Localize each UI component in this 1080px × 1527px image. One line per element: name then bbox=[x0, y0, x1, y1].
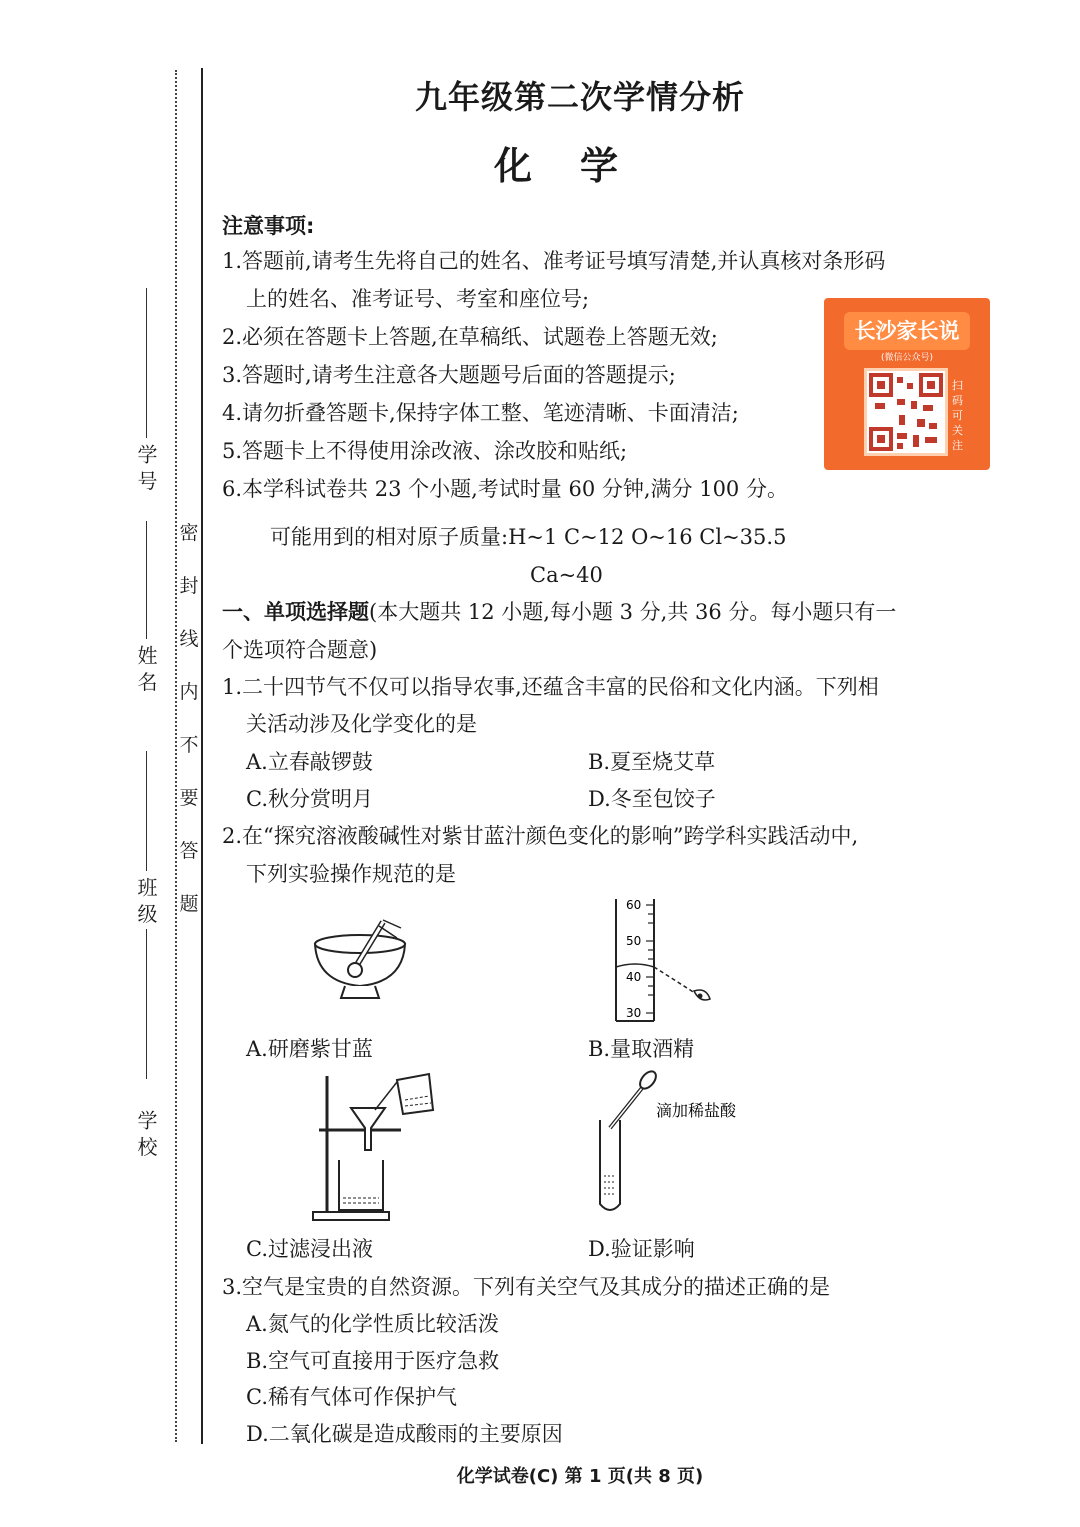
q1-stem-cont: 关活动涉及化学变化的是 bbox=[246, 712, 477, 736]
class-field[interactable] bbox=[130, 745, 162, 1085]
notice-item: 2.必须在答题卡上答题,在草稿纸、试题卷上答题无效; bbox=[222, 325, 718, 349]
seal-warning-char: 要 bbox=[179, 785, 198, 838]
seal-warning-char: 答 bbox=[179, 838, 198, 891]
school-label: 学 校 bbox=[134, 1110, 158, 1157]
notice-item: 4.请勿折叠答题卡,保持字体工整、笔迹清晰、卡面清洁; bbox=[222, 401, 739, 425]
qr-ad-brand: 长沙家长说 bbox=[844, 312, 970, 350]
notice-item: 3.答题时,请考生注意各大题题号后面的答题提示; bbox=[222, 363, 676, 387]
notice-item: 上的姓名、准考证号、考室和座位号; bbox=[246, 287, 590, 311]
dropper-testtube-figure bbox=[590, 1068, 780, 1218]
q3-option-b[interactable]: B.空气可直接用于医疗急救 bbox=[246, 1349, 500, 1373]
seal-warning-char: 题 bbox=[179, 891, 198, 944]
graduated-cylinder-figure bbox=[590, 895, 720, 1025]
seal-warning-char: 不 bbox=[179, 732, 198, 785]
q2-option-b[interactable]: B.量取酒精 bbox=[588, 1037, 695, 1061]
seal-warning-char: 线 bbox=[179, 626, 198, 679]
school-field[interactable] bbox=[130, 1110, 162, 1156]
q1-stem: 1.二十四节气不仅可以指导农事,还蕴含丰富的民俗和文化内涵。下列相 bbox=[222, 675, 879, 699]
q2-option-a[interactable]: A.研磨紫甘蓝 bbox=[246, 1037, 373, 1061]
exam-title: 九年级第二次学情分析 bbox=[414, 78, 745, 116]
notice-item: 5.答题卡上不得使用涂改液、涂改胶和贴纸; bbox=[222, 439, 628, 463]
student-number-blank[interactable] bbox=[146, 288, 147, 438]
seal-warning-char: 密 bbox=[179, 520, 198, 573]
q3-stem: 3.空气是宝贵的自然资源。下列有关空气及其成分的描述正确的是 bbox=[222, 1275, 831, 1299]
name-blank[interactable] bbox=[146, 521, 147, 639]
cylinder-tick-label: 40 bbox=[626, 970, 642, 984]
q3-option-c[interactable]: C.稀有气体可作保护气 bbox=[246, 1385, 457, 1409]
q1-option-c[interactable]: C.秋分赏明月 bbox=[246, 787, 373, 811]
qr-ad-subtitle: (微信公众号) bbox=[880, 353, 934, 363]
qr-ad-card[interactable] bbox=[824, 298, 990, 470]
name-field[interactable] bbox=[130, 515, 162, 691]
q1-option-a[interactable]: A.立春敲锣鼓 bbox=[246, 750, 373, 774]
qr-ad-side-text: 扫码可关注 bbox=[952, 379, 963, 452]
q2-stem: 2.在“探究溶液酸碱性对紫甘蓝汁颜色变化的影响”跨学科实践活动中, bbox=[222, 824, 859, 848]
q3-option-a[interactable]: A.氮气的化学性质比较活泼 bbox=[246, 1312, 499, 1336]
notice-item: 1.答题前,请考生先将自己的姓名、准考证号填写清楚,并认真核对条形码 bbox=[222, 249, 886, 273]
cylinder-tick-label: 30 bbox=[626, 1006, 642, 1020]
dropper-label: 滴加稀盐酸 bbox=[656, 1101, 737, 1120]
subject-title: 化学 bbox=[493, 144, 666, 188]
section-description-cont: 个选项符合题意) bbox=[222, 638, 378, 662]
q3-option-d[interactable]: D.二氧化碳是造成酸雨的主要原因 bbox=[246, 1422, 563, 1446]
mortar-pestle-figure bbox=[305, 912, 415, 1007]
student-number-label: 学 号 bbox=[134, 444, 158, 491]
filtration-figure bbox=[305, 1070, 455, 1225]
cylinder-tick-label: 50 bbox=[626, 934, 642, 948]
class-blank-lower[interactable] bbox=[146, 929, 147, 1079]
notice-heading: 注意事项: bbox=[222, 214, 315, 238]
atomic-mass-line2: Ca~40 bbox=[530, 563, 603, 587]
section-heading: 一、单项选择题 bbox=[222, 600, 369, 624]
q2-option-c[interactable]: C.过滤浸出液 bbox=[246, 1237, 373, 1261]
atomic-mass-line: 可能用到的相对原子质量:H~1 C~12 O~16 Cl~35.5 bbox=[270, 525, 787, 549]
seal-warning-char: 内 bbox=[179, 679, 198, 732]
q2-stem-cont: 下列实验操作规范的是 bbox=[246, 862, 456, 886]
q1-option-d[interactable]: D.冬至包饺子 bbox=[588, 787, 716, 811]
notice-item: 6.本学科试卷共 23 个小题,考试时量 60 分钟,满分 100 分。 bbox=[222, 477, 788, 501]
page-footer: 化学试卷(C) 第 1 页(共 8 页) bbox=[456, 1466, 704, 1487]
name-label: 姓 名 bbox=[134, 645, 158, 692]
qr-code-icon[interactable] bbox=[864, 368, 948, 456]
q2-option-d[interactable]: D.验证影响 bbox=[588, 1237, 695, 1261]
class-blank[interactable] bbox=[146, 751, 147, 871]
q1-option-b[interactable]: B.夏至烧艾草 bbox=[588, 750, 716, 774]
seal-warning-char: 封 bbox=[179, 573, 198, 626]
section-heading-row bbox=[222, 594, 896, 631]
cylinder-tick-label: 60 bbox=[626, 898, 642, 912]
class-label: 班 级 bbox=[134, 877, 158, 924]
student-number-field[interactable] bbox=[130, 282, 162, 490]
seal-warning bbox=[174, 520, 204, 944]
section-description: (本大题共 12 小题,每小题 3 分,共 36 分。每小题只有一 bbox=[369, 600, 897, 624]
